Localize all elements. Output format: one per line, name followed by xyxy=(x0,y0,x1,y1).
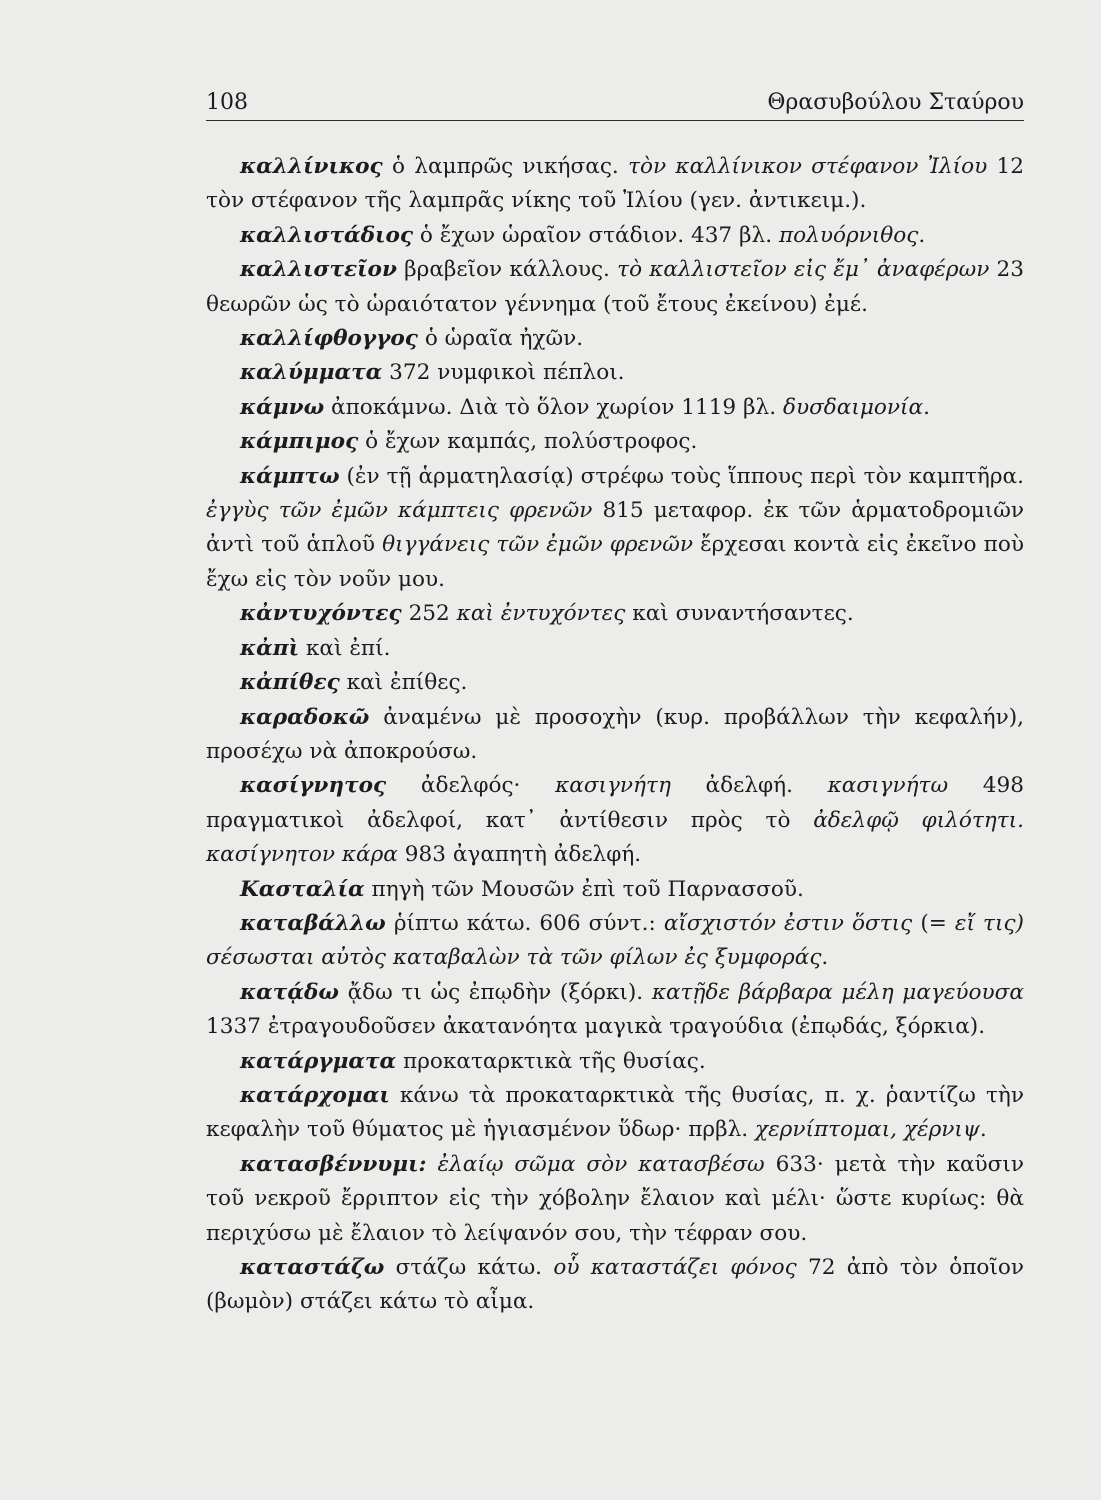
entry-text: ἀναμένω μὲ προσοχὴν (κυρ. προβάλλων τὴν κεφαλήν), προσέχω νὰ ἀποκρούσω. xyxy=(206,704,1024,764)
entry-text: 498 πραγματικοὶ ἀδελφοί, κατ᾿ ἀντίθεσιν πρὸς τὸ xyxy=(206,773,1024,833)
entry-text: πηγὴ τῶν Μουσῶν ἐπὶ τοῦ Παρνασσοῦ. xyxy=(364,876,804,902)
entry-citation: πολυόρνιθος xyxy=(778,222,919,248)
entry-text: ἀδελφή. xyxy=(670,773,828,799)
entry-citation: τὸ καλλιστεῖον εἰς ἔμ᾿ ἀναφέρων xyxy=(617,257,990,283)
entry-text: καὶ συναντήσαντες. xyxy=(625,601,854,627)
glossary-entry xyxy=(206,1045,1024,1079)
glossary-entry xyxy=(206,632,1024,666)
glossary-entry xyxy=(206,666,1024,700)
headword: κάμπιμος xyxy=(240,429,359,455)
page-header xyxy=(206,86,1024,121)
headword: καλλιστάδιος xyxy=(240,222,414,248)
glossary-entry xyxy=(206,1079,1024,1148)
entry-text: ἀποκάμνω. Διὰ τὸ ὅλον χωρίον 1119 βλ. xyxy=(324,394,783,420)
entry-text: κάνω τὰ προκαταρκτικὰ τῆς θυσίας, π. χ. ῥαντίζω τὴν κεφαλὴν τοῦ θύματος μὲ ἡγιασμένον ὕδωρ· πρβλ. xyxy=(206,1082,1024,1143)
entry-text: ὁ ἔχων καμπάς, πολύστροφος. xyxy=(358,429,698,455)
headword: κατᾴδω xyxy=(240,979,339,1005)
entry-citation: καὶ ἐντυχόντες xyxy=(456,601,626,627)
entry-citation: τὸν καλλίνικον στέφανον Ἰλίου xyxy=(628,154,988,179)
headword: καλλίφθογγος xyxy=(240,326,418,352)
entry-citation: δυσδαιμονία xyxy=(782,394,924,420)
entry-citation: κασιγνήτω xyxy=(827,773,949,799)
entry-citation: κατῇδε βάρβαρα μέλη μαγεύουσα xyxy=(651,979,1024,1005)
entry-text: ὁ λαμπρῶς νικήσας. xyxy=(382,154,629,179)
glossary-entry xyxy=(206,150,1024,219)
glossary-entry xyxy=(206,425,1024,459)
entry-citation: ἀδελφῷ φιλότητι. κασίγνητον κάρα xyxy=(206,807,1024,868)
entry-text: ὁ ἔχων ὡραῖον στάδιον. 437 βλ. xyxy=(413,222,779,248)
headword: κἀπίθες xyxy=(240,670,340,696)
headword: καραδοκῶ xyxy=(240,704,370,730)
entry-text: . xyxy=(821,945,829,971)
entry-text: . xyxy=(923,394,930,420)
headword: κάμνω xyxy=(240,394,325,420)
glossary-entry xyxy=(206,873,1024,907)
headword: καταστάζω xyxy=(240,1255,385,1280)
glossary-entry xyxy=(206,769,1024,872)
entry-citation: κασιγνήτη xyxy=(555,773,671,799)
headword: καλύμματα xyxy=(240,360,383,386)
entry-text: (ἐν τῇ ἁρματηλασίᾳ) στρέφω τοὺς ἵππους περὶ τὸν καμπτῆρα. xyxy=(339,463,1024,489)
glossary-text xyxy=(206,150,1024,1320)
headword: κἀπὶ xyxy=(240,635,300,661)
glossary-entry xyxy=(206,391,1024,425)
headword: καλλίνικος xyxy=(240,154,383,179)
entry-text: 815 μεταφορ. ἐκ τῶν ἁρματοδρομιῶν ἀντὶ τοῦ ἁπλοῦ xyxy=(206,498,1024,558)
headword: κατάρχομαι xyxy=(240,1082,390,1108)
page-number: 108 xyxy=(206,90,248,115)
headword: καταβάλλω xyxy=(240,910,386,936)
glossary-entry xyxy=(206,597,1024,631)
headword: κάμπτω xyxy=(240,463,340,489)
headword: Κασταλία xyxy=(240,876,365,902)
entry-text: 633· μετὰ τὴν καῦσιν τοῦ νεκροῦ ἔρριπτον εἰς τὴν χόβολην ἔλαιον καὶ μέλι· ὥστε κυρίως: θὰ περιχύσω μὲ ἔλαιον τὸ λείψανόν σου, τὴν τέφραν σου. xyxy=(206,1151,1024,1246)
entry-text: . xyxy=(918,222,926,248)
glossary-entry xyxy=(206,1251,1024,1320)
running-title: Θρασυβούλου Σταύρου xyxy=(767,90,1024,115)
entry-text: ὁ ὡραῖα ἠχῶν. xyxy=(417,326,584,352)
entry-text: 72 ἀπὸ τὸν ὁποῖον (βωμὸν) στάζει κάτω τὸ αἷμα. xyxy=(206,1255,1024,1315)
headword: κατάργματα xyxy=(240,1048,397,1074)
glossary-entry xyxy=(206,976,1024,1045)
glossary-entry xyxy=(206,460,1024,598)
entry-text: 23 θεωρῶν ὡς τὸ ὡραιότατον γέννημα (τοῦ ἔτους ἐκείνου) ἐμέ. xyxy=(206,257,1025,317)
glossary-entry xyxy=(206,356,1024,390)
entry-text: βραβεῖον κάλλους. xyxy=(396,257,618,283)
entry-text: ἀδελφός· xyxy=(386,773,556,799)
entry-citation: θιγγάνεις τῶν ἐμῶν φρενῶν xyxy=(382,532,693,558)
entry-citation: αἴσχιστόν ἐστιν ὅστις xyxy=(663,910,913,936)
entry-citation: οὗ καταστάζει φόνος xyxy=(553,1255,797,1280)
entry-text: καὶ ἐπίθες. xyxy=(339,670,468,696)
entry-text: ῥίπτω κάτω. 606 σύντ.: xyxy=(385,910,664,936)
entry-text: ἔρχεσαι κοντὰ εἰς ἐκεῖνο ποὺ ἔχω εἰς τὸν νοῦν μου. xyxy=(206,532,1025,592)
headword: κατασβέννυμι: xyxy=(240,1151,427,1177)
entry-text: 12 τὸν στέφανον τῆς λαμπρᾶς νίκης τοῦ Ἰλίου (γεν. ἀντικειμ.). xyxy=(206,154,1025,214)
entry-text xyxy=(427,1152,438,1177)
entry-citation: εἴ τις) σέσωσται αὐτὸς καταβαλὼν τὰ τῶν φίλων ἐς ξυμφοράς xyxy=(206,910,1024,971)
entry-text: 372 νυμφικοὶ πέπλοι. xyxy=(382,360,625,386)
entry-citation: χερνίπτομαι, χέρνιψ xyxy=(755,1117,980,1143)
entry-text: ᾄδω τι ὡς ἐπῳδὴν (ξόρκι). xyxy=(338,979,652,1005)
entry-text: 252 xyxy=(401,601,457,627)
glossary-entry xyxy=(206,1148,1024,1251)
headword: κἀντυχόντες xyxy=(240,601,402,627)
headword: καλλιστεῖον xyxy=(240,257,397,283)
glossary-entry xyxy=(206,322,1024,356)
entry-text: στάζω κάτω. xyxy=(384,1255,554,1280)
entry-text: 1337 ἐτραγουδοῦσεν ἀκατανόητα μαγικὰ τραγούδια (ἐπῳδάς, ξόρκια). xyxy=(206,1014,986,1040)
entry-text: (= xyxy=(912,910,955,936)
headword: κασίγνητος xyxy=(240,773,387,799)
entry-text: καὶ ἐπί. xyxy=(299,635,391,661)
glossary-entry xyxy=(206,907,1024,976)
glossary-entry xyxy=(206,701,1024,770)
entry-text: . xyxy=(979,1117,987,1143)
glossary-entry xyxy=(206,219,1024,253)
entry-text: 983 ἀγαπητὴ ἀδελφή. xyxy=(397,842,642,868)
glossary-entry xyxy=(206,253,1024,322)
entry-citation: ἐγγὺς τῶν ἐμῶν κάμπτεις φρενῶν xyxy=(206,498,593,524)
entry-text: προκαταρκτικὰ τῆς θυσίας. xyxy=(396,1048,706,1074)
entry-citation: ἐλαίῳ σῶμα σὸν κατασβέσω xyxy=(437,1151,765,1177)
